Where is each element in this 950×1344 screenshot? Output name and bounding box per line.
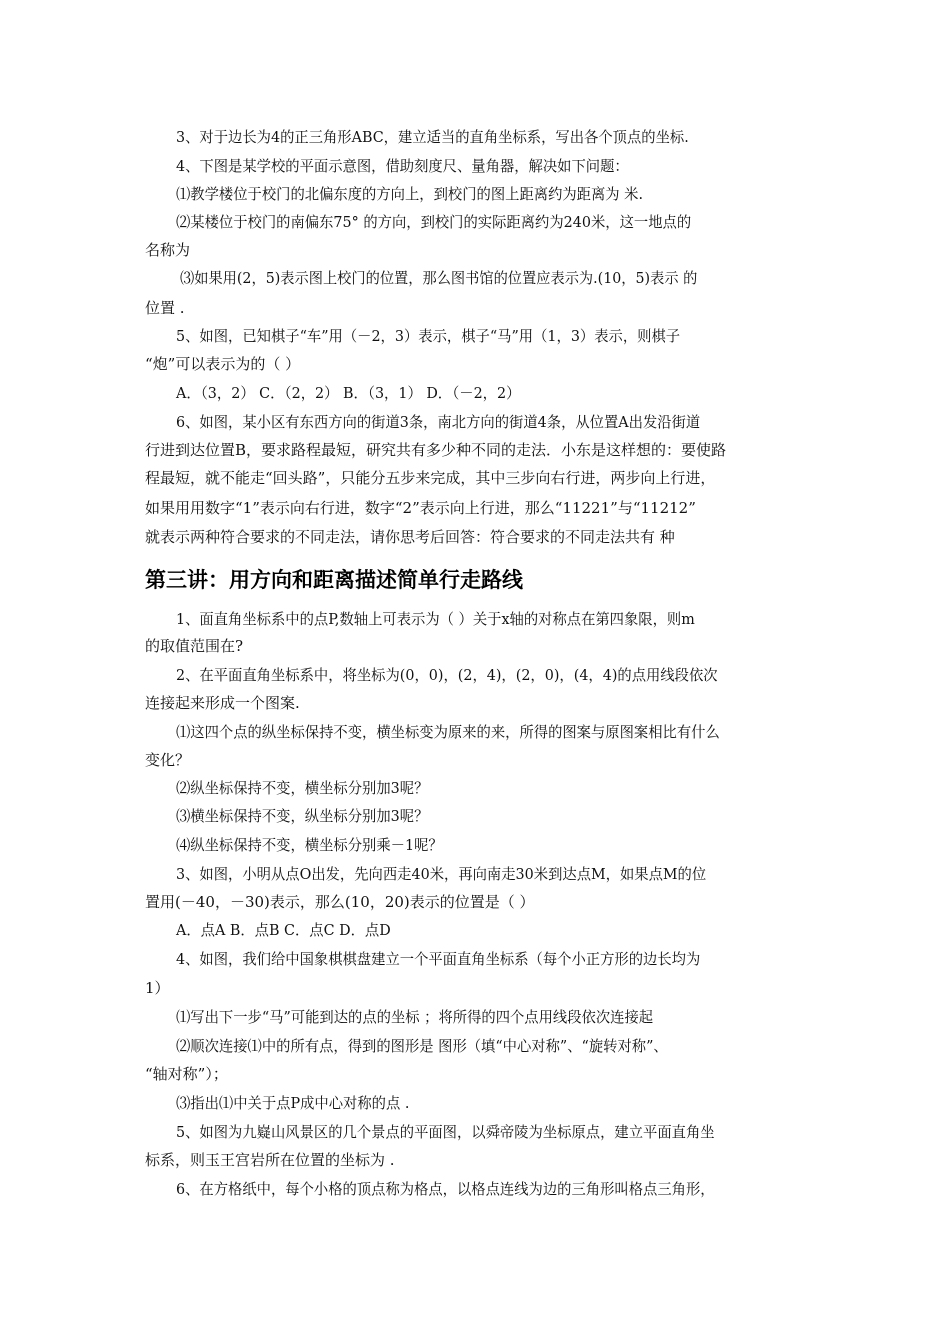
question-4-part-2: ⑵某楼位于校门的南偏东75° 的方向，到校门的实际距离约为240米，这一地点的 [176, 213, 692, 231]
question-5-text-cont: “炮”可以表示为的（ ） [145, 355, 301, 373]
s3-question-2-part-4: ⑷纵坐标保持不变，横坐标分别乘－1呢？ [176, 836, 443, 854]
question-4-text: 4、下图是某学校的平面示意图，借助刻度尺、量角器，解决如下问题： [176, 157, 629, 175]
s3-question-6-text: 6、在方格纸中，每个小格的顶点称为格点，以格点连线为边的三角形叫格点三角形， [176, 1180, 715, 1198]
s3-question-5-text: 5、如图为九嶷山风景区的几个景点的平面图，以舜帝陵为坐标原点，建立平面直角坐 [176, 1123, 715, 1141]
question-4-part-1: ⑴教学楼位于校门的北偏东度的方向上，到校门的图上距离约为距离为 米. [176, 185, 644, 203]
s3-question-1-cont: 的取值范围在? [145, 637, 244, 655]
question-4-part-2-cont: 名称为 [145, 241, 191, 259]
question-6-text-line-2: 行进到达位置B，要求路程最短，研究共有多少种不同的走法．小东是这样想的：要使路 [145, 441, 727, 459]
question-5-options: A．（3，2） C．（2，2） B．（3，1） D．（－2，2） [176, 384, 521, 402]
s3-question-4-cont: 1） [145, 979, 170, 997]
s3-question-4-text: 4、如图，我们给中国象棋棋盘建立一个平面直角坐标系（每个小正方形的边长均为 [176, 950, 701, 968]
s3-question-5-cont: 标系，则玉王宫岩所在位置的坐标为 . [145, 1151, 395, 1169]
s3-question-4-part-2: ⑵顺次连接⑴中的所有点，得到的图形是 图形（填“中心对称”、“旋转对称”、 [176, 1037, 668, 1055]
question-6-text-line-4: 如果用用数字“1”表示向右行进，数字“2”表示向上行进，那么“11221”与“11212” [145, 499, 696, 517]
s3-question-2-part-3: ⑶横坐标保持不变，纵坐标分别加3呢？ [176, 807, 429, 825]
s3-question-3-text: 3、如图，小明从点O出发，先向西走40米，再向南走30米到达点M，如果点M的位 [176, 865, 707, 883]
question-6-text-line-5: 就表示两种符合要求的不同走法，请你思考后回答：符合要求的不同走法共有 种 [145, 528, 675, 546]
s3-question-4-part-3: ⑶指出⑴中关于点P成中心对称的点 . [176, 1094, 410, 1112]
question-5-text: 5、如图，已知棋子“车”用（－2，3）表示，棋子“马”用（1，3）表示，则棋子 [176, 327, 681, 345]
s3-question-2-part-2: ⑵纵坐标保持不变，横坐标分别加3呢？ [176, 779, 429, 797]
s3-question-4-part-2-cont: “轴对称”）； [145, 1065, 228, 1083]
question-6-text-line-3: 程最短，就不能走“回头路”，只能分五步来完成，其中三步向右行进，两步向上行进， [145, 469, 716, 487]
question-4-part-3-cont: 位置 . [145, 299, 185, 317]
question-4-part-3: ⑶如果用(2，5)表示图上校门的位置，那么图书馆的位置应表示为.(10，5)表示 的 [180, 269, 698, 287]
s3-question-2-text: 2、在平面直角坐标系中，将坐标为(0，0)，(2，4)，(2，0)，(4，4)的点用线段依次 [176, 666, 718, 684]
question-3-text: 3、对于边长为4的正三角形ABC，建立适当的直角坐标系，写出各个顶点的坐标. [176, 128, 689, 146]
s3-question-4-part-1: ⑴写出下一步“马”可能到达的点的坐标 ；将所得的四个点用线段依次连接起 [176, 1008, 654, 1026]
s3-question-2-cont: 连接起来形成一个图案. [145, 694, 300, 712]
s3-question-1-text: 1、面直角坐标系中的点P,数轴上可表示为（ ）关于x轴的对称点在第四象限，则m [176, 610, 695, 628]
s3-question-2-part-1: ⑴这四个点的纵坐标保持不变，横坐标变为原来的来，所得的图案与原图案相比有什么 [176, 723, 720, 741]
s3-question-3-cont: 置用(－40，－30)表示，那么(10，20)表示的位置是（ ） [145, 893, 535, 911]
s3-question-3-options: A．点A B．点B C．点C D．点D [176, 921, 391, 939]
question-6-text: 6、如图，某小区有东西方向的街道3条，南北方向的街道4条，从位置A出发沿街道 [176, 413, 701, 431]
section-heading: 第三讲：用方向和距离描述简单行走路线 [145, 568, 523, 592]
s3-question-2-part-1-cont: 变化？ [145, 751, 191, 769]
